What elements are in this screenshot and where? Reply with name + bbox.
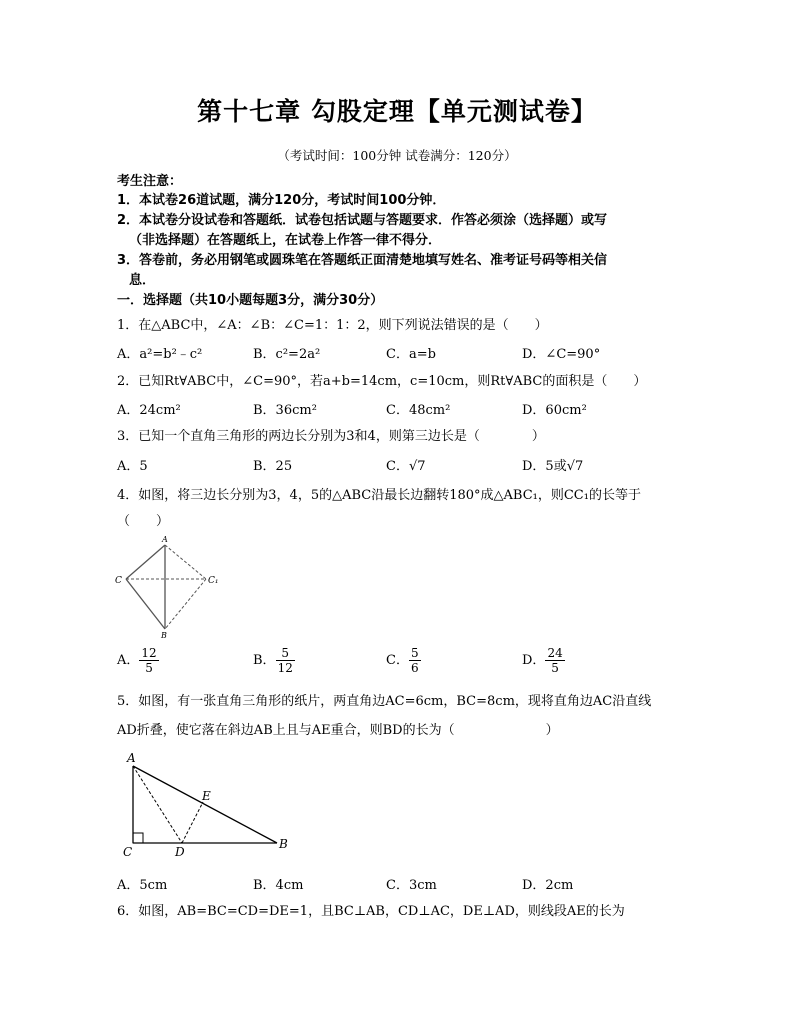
question-4-option-b: B． $\frac{5}{12}$ xyxy=(253,646,293,675)
fraction: $\frac{24}{5}$ xyxy=(547,646,563,675)
question-1-option-a: A．a²=b²﹣c² xyxy=(117,347,203,362)
label-a: A xyxy=(127,751,136,765)
question-5-option-d: D．2cm xyxy=(522,878,574,893)
question-2-option-a: A．24cm² xyxy=(117,403,181,418)
label-c: C xyxy=(123,845,133,859)
notice-item-2: 2．本试卷分设试卷和答题纸．试卷包括试题与答题要求．作答必须涂（选择题）或写 xyxy=(117,213,608,228)
question-4-option-c: C． $\frac{5}{6}$ xyxy=(386,646,419,675)
label-c: C xyxy=(115,576,122,586)
question-5-stem-cont: AD折叠，使它落在斜边AB上且与AE重合，则BD的长为（ ） xyxy=(117,723,559,738)
label-e: E xyxy=(202,789,211,803)
notice-item-3: 3．答卷前，务必用钢笔或圆珠笔在答题纸正面清楚地填写姓名、准考证号码等相关信 xyxy=(117,253,608,268)
label-b: B xyxy=(279,837,288,851)
question-5-figure xyxy=(117,748,302,860)
edge-ac xyxy=(126,545,165,579)
edge-cb xyxy=(126,579,165,629)
notice-heading: 考生注意： xyxy=(117,174,183,189)
question-3-stem: 3．已知一个直角三角形的两边长分别为3和4，则第三边长是（ ） xyxy=(117,429,545,444)
question-2-stem: 2．已知Rt∀ABC中，∠C=90°，若a+b=14cm，c=10cm，则Rt∀ABC的面积是（ ） xyxy=(117,374,647,389)
label-d: D xyxy=(175,845,185,859)
notice-item-2-cont: （非选择题）在答题纸上，在试卷上作答一律不得分． xyxy=(129,233,442,248)
question-2-option-d: D．60cm² xyxy=(522,403,587,418)
question-5-option-c: C．3cm xyxy=(386,878,437,893)
question-1-option-c: C．a=b xyxy=(386,347,436,362)
question-5-option-a: A．5cm xyxy=(117,878,168,893)
side-ab xyxy=(133,766,277,843)
label-c1: C₁ xyxy=(208,576,219,586)
page-title: 第十七章 勾股定理【单元测试卷】 xyxy=(197,97,597,126)
segment-de xyxy=(182,802,203,843)
question-4-stem: 4．如图，将三边长分别为3，4，5的△ABC沿最长边翻转180°成△ABC₁，则CC₁的长等于 xyxy=(117,488,641,503)
fraction: $\frac{5}{6}$ xyxy=(410,646,419,675)
question-3-option-a: A．5 xyxy=(117,459,148,474)
fraction: $\frac{5}{12}$ xyxy=(277,646,293,675)
question-5-option-b: B．4cm xyxy=(253,878,304,893)
question-1-option-d: D．∠C=90° xyxy=(522,347,601,362)
question-3-option-d: D．5或√7 xyxy=(522,459,584,474)
edge-ac1 xyxy=(165,545,206,579)
section-heading: 一．选择题（共10小题每题3分，满分30分） xyxy=(117,293,384,308)
notice-item-1: 1．本试卷26道试题，满分120分，考试时间100分钟． xyxy=(117,193,446,208)
question-3-option-c: C．√7 xyxy=(386,459,426,474)
question-1-stem: 1．在△ABC中，∠A：∠B：∠C=1：1：2，则下列说法错误的是（ ） xyxy=(117,318,548,333)
fraction: $\frac{12}{5}$ xyxy=(141,646,157,675)
question-4-option-d: D． $\frac{24}{5}$ xyxy=(522,646,563,675)
label-b: B xyxy=(161,631,167,640)
label-a: A xyxy=(162,535,168,544)
edge-c1b xyxy=(165,579,206,629)
question-4-figure xyxy=(112,532,222,640)
question-2-option-b: B．36cm² xyxy=(253,403,317,418)
notice-item-3-cont: 息． xyxy=(129,273,156,288)
right-angle-mark xyxy=(133,833,143,843)
question-1-option-b: B．c²=2a² xyxy=(253,347,321,362)
question-3-option-b: B．25 xyxy=(253,459,293,474)
question-2-option-c: C．48cm² xyxy=(386,403,451,418)
question-5-stem: 5．如图，有一张直角三角形的纸片，两直角边AC=6cm，BC=8cm，现将直角边AC沿直线 xyxy=(117,694,652,709)
exam-info: （考试时间：100分钟 试卷满分：120分） xyxy=(277,148,517,163)
question-4-option-a: A． $\frac{12}{5}$ xyxy=(117,646,157,675)
question-6-stem: 6．如图，AB=BC=CD=DE=1，且BC⊥AB，CD⊥AC，DE⊥AD，则线段AE的长为 xyxy=(117,904,625,919)
question-4-stem-cont: （ ） xyxy=(117,514,170,529)
fold-line-ad xyxy=(133,766,182,843)
